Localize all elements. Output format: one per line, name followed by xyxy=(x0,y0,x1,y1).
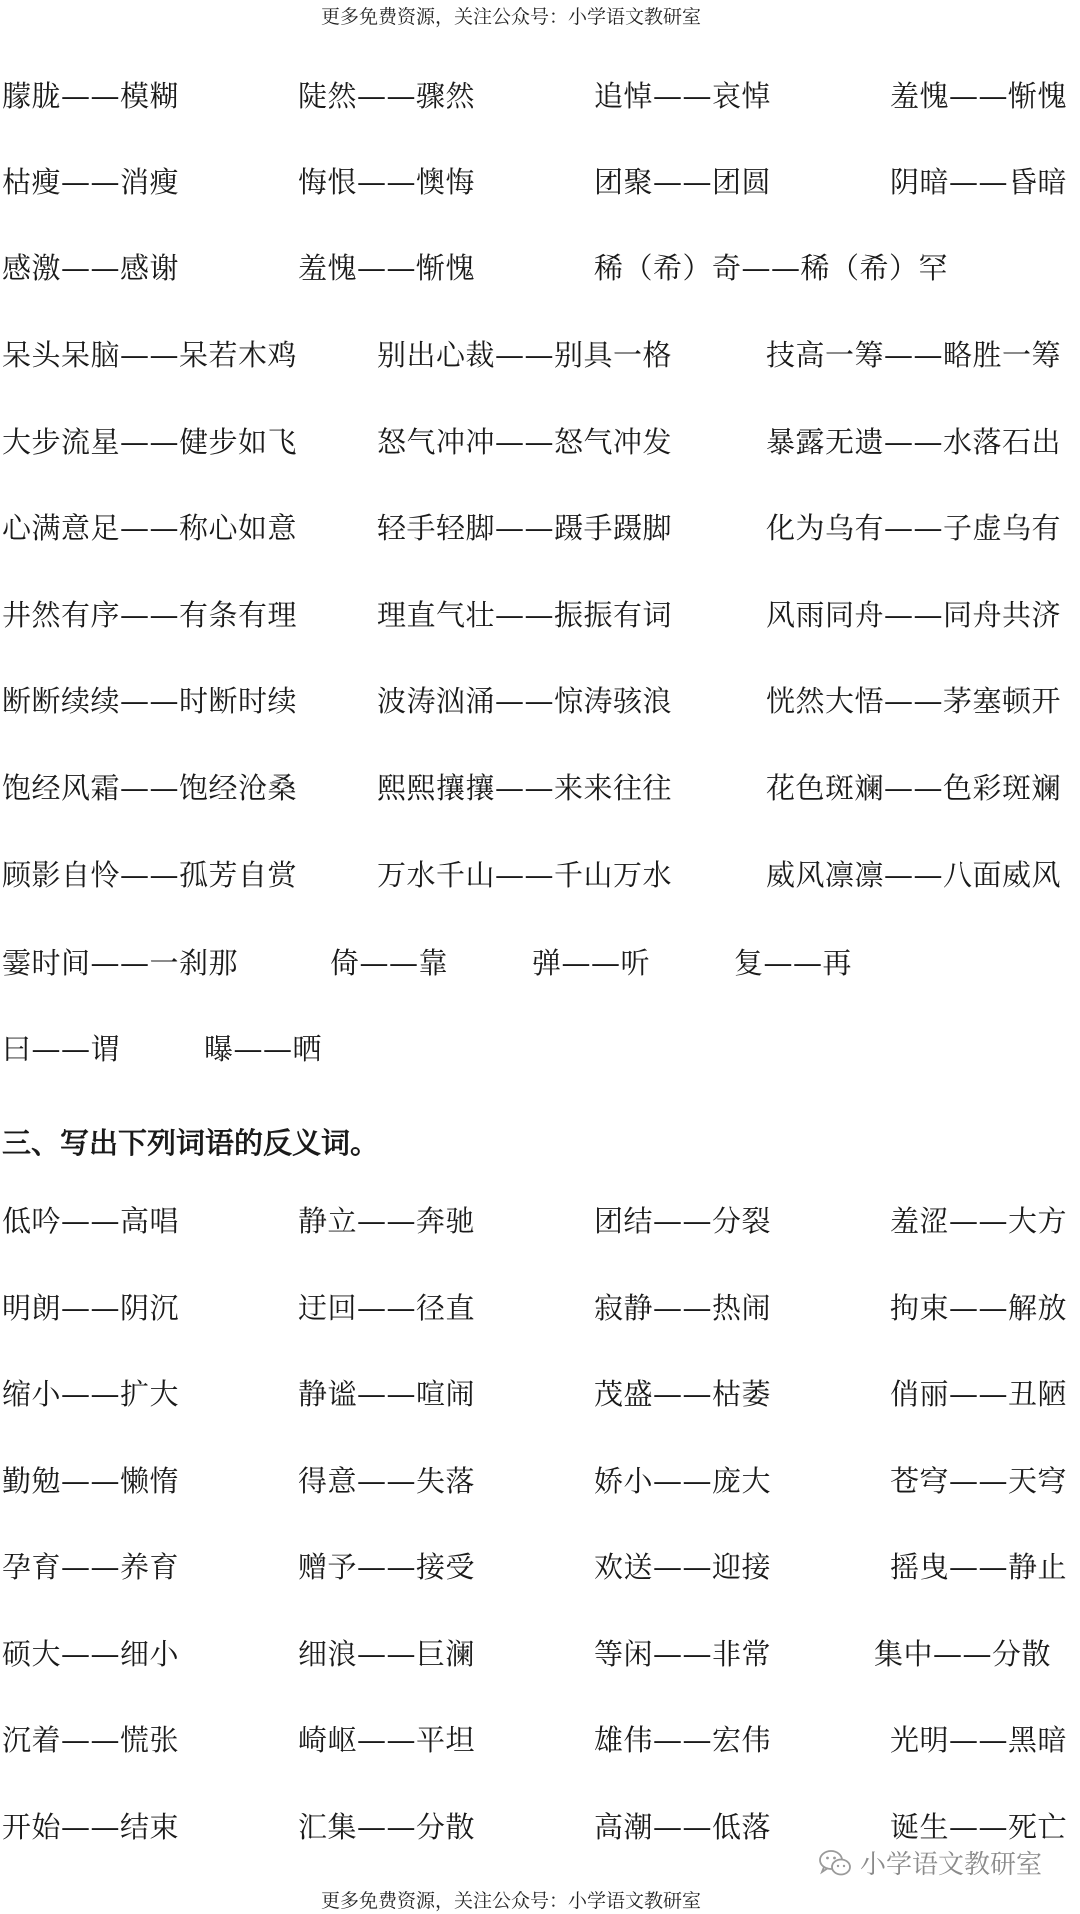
syn-row xyxy=(0,420,1080,464)
antonym-pair: 光明——黑暗 xyxy=(890,1723,1068,1757)
synonym-pair: 波涛汹涌——惊涛骇浪 xyxy=(377,684,673,718)
syn-row xyxy=(0,941,1080,985)
syn-row xyxy=(0,333,1080,377)
synonym-pair: 轻手轻脚——蹑手蹑脚 xyxy=(377,511,673,545)
synonym-pair: 曰——谓 xyxy=(2,1032,121,1066)
ant-row xyxy=(0,1459,1080,1503)
syn-row xyxy=(0,593,1080,637)
antonym-pair: 高潮——低落 xyxy=(594,1810,772,1844)
synonym-pair: 朦胧——模糊 xyxy=(2,79,180,113)
antonym-pair: 等闲——非常 xyxy=(594,1637,772,1671)
syn-row xyxy=(0,506,1080,550)
synonym-pair: 阴暗——昏暗 xyxy=(890,165,1068,199)
syn-row xyxy=(0,74,1080,118)
synonym-pair: 风雨同舟——同舟共济 xyxy=(766,598,1062,632)
synonym-pair: 稀（希）奇——稀（希）罕 xyxy=(594,251,949,285)
antonym-pair: 细浪——巨澜 xyxy=(298,1637,476,1671)
synonym-pair: 别出心裁——别具一格 xyxy=(377,338,673,372)
synonym-pair: 感激——感谢 xyxy=(2,251,180,285)
synonym-pair: 熙熙攘攘——来来往往 xyxy=(377,771,673,805)
syn-row xyxy=(0,679,1080,723)
synonym-pair: 曝——晒 xyxy=(204,1032,323,1066)
antonym-pair: 俏丽——丑陋 xyxy=(890,1377,1068,1411)
antonym-pair: 缩小——扩大 xyxy=(2,1377,180,1411)
antonym-pair: 诞生——死亡 xyxy=(890,1810,1068,1844)
antonym-pair: 孕育——养育 xyxy=(2,1550,180,1584)
antonym-pair: 摇曳——静止 xyxy=(890,1550,1068,1584)
antonym-pair: 汇集——分散 xyxy=(298,1810,476,1844)
synonym-pair: 恍然大悟——茅塞顿开 xyxy=(766,684,1062,718)
ant-row xyxy=(0,1632,1080,1676)
synonym-pair: 追悼——哀悼 xyxy=(594,79,772,113)
antonym-pair: 得意——失落 xyxy=(298,1464,476,1498)
synonym-pair: 威风凛凛——八面威风 xyxy=(766,858,1062,892)
antonym-pair: 团结——分裂 xyxy=(594,1204,772,1238)
synonym-pair: 悔恨——懊悔 xyxy=(298,165,476,199)
synonym-pair: 怒气冲冲——怒气冲发 xyxy=(377,425,673,459)
synonym-pair: 顾影自怜——孤芳自赏 xyxy=(2,858,298,892)
antonym-pair: 雄伟——宏伟 xyxy=(594,1723,772,1757)
synonym-pair: 陡然——骤然 xyxy=(298,79,476,113)
synonym-pair: 羞愧——惭愧 xyxy=(298,251,476,285)
antonym-pair: 迂回——径直 xyxy=(298,1291,476,1325)
synonym-pair: 霎时间——一刹那 xyxy=(2,946,239,980)
ant-row xyxy=(0,1286,1080,1330)
ant-row xyxy=(0,1805,1080,1849)
synonym-pair: 花色斑斓——色彩斑斓 xyxy=(766,771,1062,805)
antonym-pair: 苍穹——天穹 xyxy=(890,1464,1068,1498)
antonym-pair: 寂静——热闹 xyxy=(594,1291,772,1325)
synonym-pair: 团聚——团圆 xyxy=(594,165,772,199)
antonym-pair: 茂盛——枯萎 xyxy=(594,1377,772,1411)
antonym-pair: 羞涩——大方 xyxy=(890,1204,1068,1238)
synonym-pair: 枯瘦——消瘦 xyxy=(2,165,180,199)
syn-row xyxy=(0,160,1080,204)
synonym-pair: 复——再 xyxy=(734,946,853,980)
antonym-pair: 集中——分散 xyxy=(874,1637,1052,1671)
synonym-pair: 心满意足——称心如意 xyxy=(2,511,298,545)
synonym-pair: 呆头呆脑——呆若木鸡 xyxy=(2,338,298,372)
synonym-pair: 万水千山——千山万水 xyxy=(377,858,673,892)
synonym-pair: 羞愧——惭愧 xyxy=(890,79,1068,113)
ant-row xyxy=(0,1718,1080,1762)
page-header: 更多免费资源，关注公众号：小学语文教研室 xyxy=(320,6,701,28)
antonym-pair: 硕大——细小 xyxy=(2,1637,180,1671)
antonym-pair: 低吟——高唱 xyxy=(2,1204,180,1238)
antonym-pair: 赠予——接受 xyxy=(298,1550,476,1584)
synonym-pair: 弹——听 xyxy=(532,946,651,980)
synonym-pair: 暴露无遗——水落石出 xyxy=(766,425,1062,459)
section-title-antonyms: 三、写出下列词语的反义词。 xyxy=(2,1126,380,1160)
syn-row xyxy=(0,853,1080,897)
synonym-pair: 井然有序——有条有理 xyxy=(2,598,298,632)
antonym-pair: 勤勉——懒惰 xyxy=(2,1464,180,1498)
watermark-text: 小学语文教研室 xyxy=(860,1850,1043,1880)
antonym-pair: 娇小——庞大 xyxy=(594,1464,772,1498)
ant-row xyxy=(0,1199,1080,1243)
synonym-pair: 理直气壮——振振有词 xyxy=(377,598,673,632)
antonym-pair: 欢送——迎接 xyxy=(594,1550,772,1584)
antonym-pair: 拘束——解放 xyxy=(890,1291,1068,1325)
synonym-pair: 技高一筹——略胜一筹 xyxy=(766,338,1062,372)
antonym-pair: 崎岖——平坦 xyxy=(298,1723,476,1757)
antonym-pair: 静谧——喧闹 xyxy=(298,1377,476,1411)
antonym-pair: 明朗——阴沉 xyxy=(2,1291,180,1325)
synonym-pair: 化为乌有——子虚乌有 xyxy=(766,511,1062,545)
ant-row xyxy=(0,1545,1080,1589)
antonym-pair: 开始——结束 xyxy=(2,1810,180,1844)
syn-row xyxy=(0,1027,1080,1071)
wechat-icon xyxy=(818,1848,852,1878)
synonym-pair: 大步流星——健步如飞 xyxy=(2,425,298,459)
synonym-pair: 倚——靠 xyxy=(330,946,449,980)
watermark xyxy=(818,1844,1042,1881)
antonym-pair: 静立——奔驰 xyxy=(298,1204,476,1238)
page-footer: 更多免费资源，关注公众号：小学语文教研室 xyxy=(320,1890,701,1912)
antonym-pair: 沉着——慌张 xyxy=(2,1723,180,1757)
ant-row xyxy=(0,1372,1080,1416)
synonym-pair: 饱经风霜——饱经沧桑 xyxy=(2,771,298,805)
syn-row xyxy=(0,246,1080,290)
syn-row xyxy=(0,766,1080,810)
synonym-pair: 断断续续——时断时续 xyxy=(2,684,298,718)
